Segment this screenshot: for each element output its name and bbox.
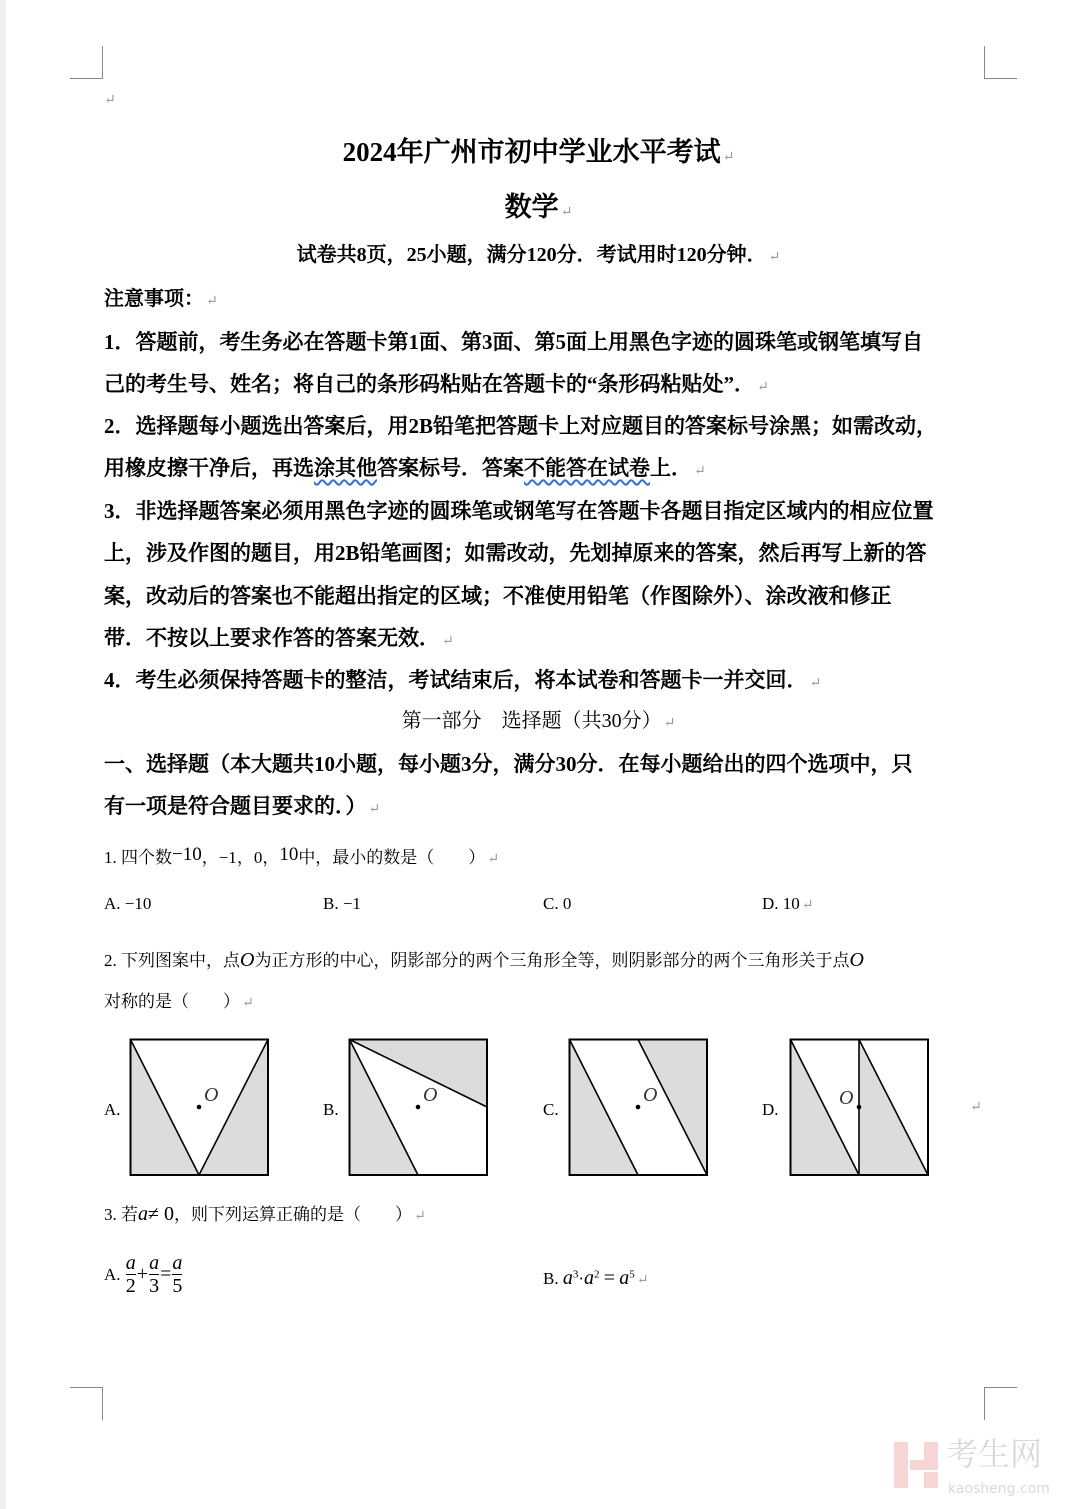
question-2-line-1: 2. 下列图案中，点O为正方形的中心，阴影部分的两个三角形全等，则阴影部分的两个三角形关于点O bbox=[104, 949, 864, 971]
exam-info: 试卷共8页，25小题，满分120分．考试用时120分钟． ↵ bbox=[296, 244, 781, 266]
figure-b bbox=[348, 1038, 489, 1178]
svg-text:O: O bbox=[839, 1087, 854, 1109]
watermark-url: kaosheng.com bbox=[948, 1481, 1050, 1497]
notice-1-line-1: 1．答题前，考生务必在答题卡第1面、第3面、第5面上用黑色字迹的圆珠笔或钢笔填写自 bbox=[104, 330, 923, 354]
watermark-logo bbox=[892, 1436, 1067, 1504]
part-heading: 第一部分 选择题（共30分） ↵ bbox=[401, 710, 676, 732]
crop-mark-bottom-left bbox=[70, 1387, 103, 1420]
doc-title: 2024年广州市初中学业水平考试 ↵ bbox=[342, 137, 735, 167]
paragraph-mark: ↵ bbox=[104, 93, 116, 108]
q1-option-d: D. 10 ↵ bbox=[762, 894, 814, 913]
watermark-text: 考生网 bbox=[946, 1435, 1043, 1473]
figure-d bbox=[789, 1038, 930, 1178]
notice-3-line-4: 带．不按以上要求作答的答案无效． ↵ bbox=[104, 626, 454, 650]
notice-3-line-2: 上，涉及作图的题目，用2B铅笔画图；如需改动，先划掉原来的答案，然后再写上新的答 bbox=[104, 541, 927, 565]
q2-option-d-label: D. bbox=[762, 1100, 779, 1119]
subject-title: 数学 ↵ bbox=[504, 192, 573, 222]
notice-3-line-3: 案，改动后的答案也不能超出指定的区域；不准使用铅笔（作图除外）、涂改液和修正 bbox=[104, 584, 892, 608]
notice-4: 4．考生必须保持答题卡的整洁，考试结束后，将本试卷和答题卡一并交回． ↵ bbox=[104, 668, 822, 692]
q1-option-b: B. −1 bbox=[323, 894, 361, 913]
question-1: 1. 四个数−10，−1，0，10中，最小的数是（ ） ↵ bbox=[104, 844, 500, 867]
figure-a bbox=[129, 1038, 270, 1178]
kaosheng-logo-icon bbox=[892, 1440, 942, 1490]
question-3: 3. 若a≠ 0，则下列运算正确的是（ ） ↵ bbox=[104, 1203, 426, 1225]
q1-option-c: C. 0 bbox=[543, 894, 572, 913]
svg-text:O: O bbox=[643, 1084, 658, 1106]
section-heading-line-1: 一、选择题（本大题共10小题，每小题3分，满分30分．在每小题给出的四个选项中，只 bbox=[104, 752, 913, 776]
paragraph-mark: ↵ bbox=[970, 1100, 982, 1115]
notice-2-line-2: 用橡皮擦干净后，再选涂其他答案标号．答案不能答在试卷上． ↵ bbox=[104, 456, 706, 480]
q2-option-c-label: C. bbox=[543, 1100, 559, 1119]
notice-1-line-2: 己的考生号、姓名；将自己的条形码粘贴在答题卡的“条形码粘贴处”． ↵ bbox=[104, 372, 769, 396]
crop-mark-top-right bbox=[984, 46, 1017, 79]
q2-option-b-label: B. bbox=[323, 1100, 339, 1119]
figure-c bbox=[568, 1038, 709, 1178]
svg-text:O: O bbox=[423, 1084, 438, 1106]
svg-text:O: O bbox=[204, 1084, 219, 1106]
page-edge bbox=[0, 0, 6, 1509]
notice-heading: 注意事项： ↵ bbox=[104, 288, 218, 310]
q1-option-a: A. −10 bbox=[104, 894, 152, 913]
section-heading-line-2: 有一项是符合题目要求的．） ↵ bbox=[104, 794, 381, 818]
q3-option-b: B. $a^3\cdot a^2 = a^5$ ↵ bbox=[543, 1267, 649, 1289]
q2-option-a-label: A. bbox=[104, 1100, 121, 1119]
crop-mark-bottom-right bbox=[984, 1387, 1017, 1420]
notice-3-line-1: 3．非选择题答案必须用黑色字迹的圆珠笔或钢笔写在答题卡各题目指定区域内的相应位置 bbox=[104, 499, 934, 523]
crop-mark-top-left bbox=[70, 46, 103, 79]
notice-2-line-1: 2．选择题每小题选出答案后，用2B铅笔把答题卡上对应题目的答案标号涂黑；如需改动， bbox=[104, 414, 938, 438]
q3-option-a: A. $\frac{a}{2}$ + $\frac{a}{3}$ = $\frac{a}{5}$ bbox=[104, 1252, 183, 1297]
question-2-line-2: 对称的是（ ） ↵ bbox=[104, 992, 254, 1011]
